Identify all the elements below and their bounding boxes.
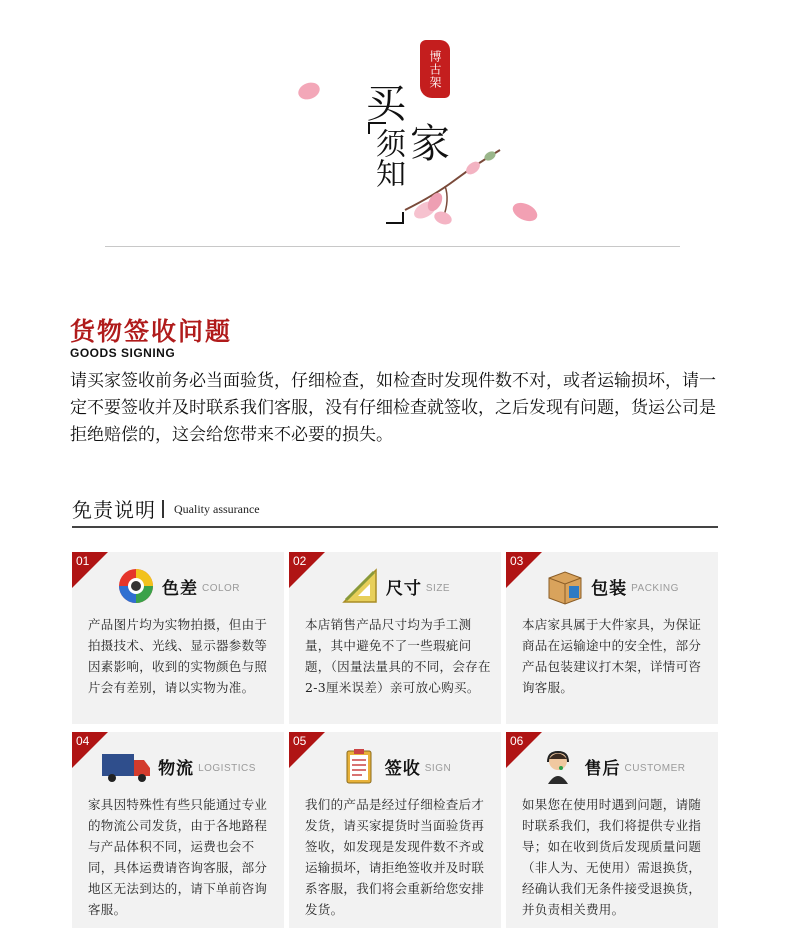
- header-divider: [105, 246, 680, 247]
- card-number: 04: [76, 734, 90, 748]
- clipboard-icon: [339, 746, 379, 786]
- card-title-en: PACKING: [631, 582, 679, 594]
- disclaimer-title: 免责说明: [72, 498, 156, 522]
- card-title-en: SIGN: [424, 762, 452, 774]
- package-box-icon: [545, 566, 585, 606]
- card-number: 03: [510, 554, 524, 568]
- card-number: 06: [510, 734, 524, 748]
- card-title-en: CUSTOMER: [624, 762, 686, 774]
- card-number: 01: [76, 554, 90, 568]
- card-title: 签收: [384, 758, 421, 779]
- petal-left-icon: [296, 80, 322, 102]
- card-title: 尺寸: [385, 578, 422, 599]
- card-body: 本店销售产品尺寸均为手工测量，其中避免不了一些瑕疵问题，（因量法量具的不同，会存在2-3厘米误差）亲可放心购买。: [305, 617, 491, 695]
- card-sign: [289, 732, 501, 928]
- card-number: 05: [293, 734, 307, 748]
- title-char-mai: 买: [366, 81, 406, 127]
- card-packing: [506, 552, 718, 724]
- card-title: 物流: [158, 758, 195, 779]
- goods-signing-subtitle: GOODS SIGNING: [70, 346, 176, 360]
- disclaimer-separator: [162, 500, 164, 518]
- card-number: 02: [293, 554, 307, 568]
- ruler-triangle-icon: [340, 566, 380, 606]
- card-customer: [506, 732, 718, 928]
- subtitle-chars: 须知: [370, 128, 405, 188]
- delivery-truck-icon: [100, 746, 152, 786]
- disclaimer-subtitle: Quality assurance: [174, 502, 260, 516]
- card-title: 色差: [161, 578, 198, 599]
- card-title-en: SIZE: [425, 582, 451, 594]
- card-body: 产品图片均为实物拍摄，但由于拍摄技术、光线、显示器参数等因素影响，收到的实物颜色与照片会有差别，请以实物为准。: [88, 617, 268, 695]
- magnolia-branch-icon: [395, 140, 505, 230]
- petal-right-icon: [510, 200, 540, 224]
- card-title: 售后: [584, 758, 621, 779]
- customer-service-icon: [538, 746, 578, 786]
- title-char-jia: 家: [410, 121, 450, 167]
- card-body: 如果您在使用时遇到问题，请随时联系我们，我们将提供专业指导；如在收到货后发现质量问题（非人为、无使用）需退换货，经确认我们无条件接受退换货，并负责相关费用。: [522, 797, 702, 917]
- color-wheel-icon: [116, 566, 156, 606]
- card-color: [72, 552, 284, 724]
- header-banner: [0, 0, 790, 250]
- goods-signing-body: 请买家签收前务必当面验货，仔细检查，如检查时发现件数不对，或者运输损坏，请一定不要签收并及时联系我们客服，没有仔细检查就签收，之后发现有问题，货运公司是拒绝赔偿的，这会给您带来不必要的损失。: [70, 371, 716, 445]
- card-logistics: [72, 732, 284, 928]
- card-title-en: LOGISTICS: [198, 762, 256, 774]
- brand-seal: 博古架: [420, 40, 450, 98]
- goods-signing-title: 货物签收问题: [70, 317, 233, 346]
- card-title-en: COLOR: [201, 582, 241, 594]
- disclaimer-divider: [72, 526, 718, 528]
- card-title: 包装: [591, 578, 628, 599]
- card-body: 本店家具属于大件家具，为保证商品在运输途中的安全性，部分产品包装建议打木架，详情可咨询客服。: [522, 617, 702, 695]
- card-body: 家具因特殊性有些只能通过专业的物流公司发货，由于各地路程与产品体积不同，运费也会不同，具体运费请咨询客服，部分地区无法到达的，请下单前咨询客服。: [88, 797, 268, 917]
- card-body: 我们的产品是经过仔细检查后才发货，请买家提货时当面验货再签收，如发现是发现件数不齐或运输损坏，请拒绝签收并及时联系客服，我们将会重新给您安排发货。: [305, 797, 485, 917]
- card-size: [289, 552, 501, 724]
